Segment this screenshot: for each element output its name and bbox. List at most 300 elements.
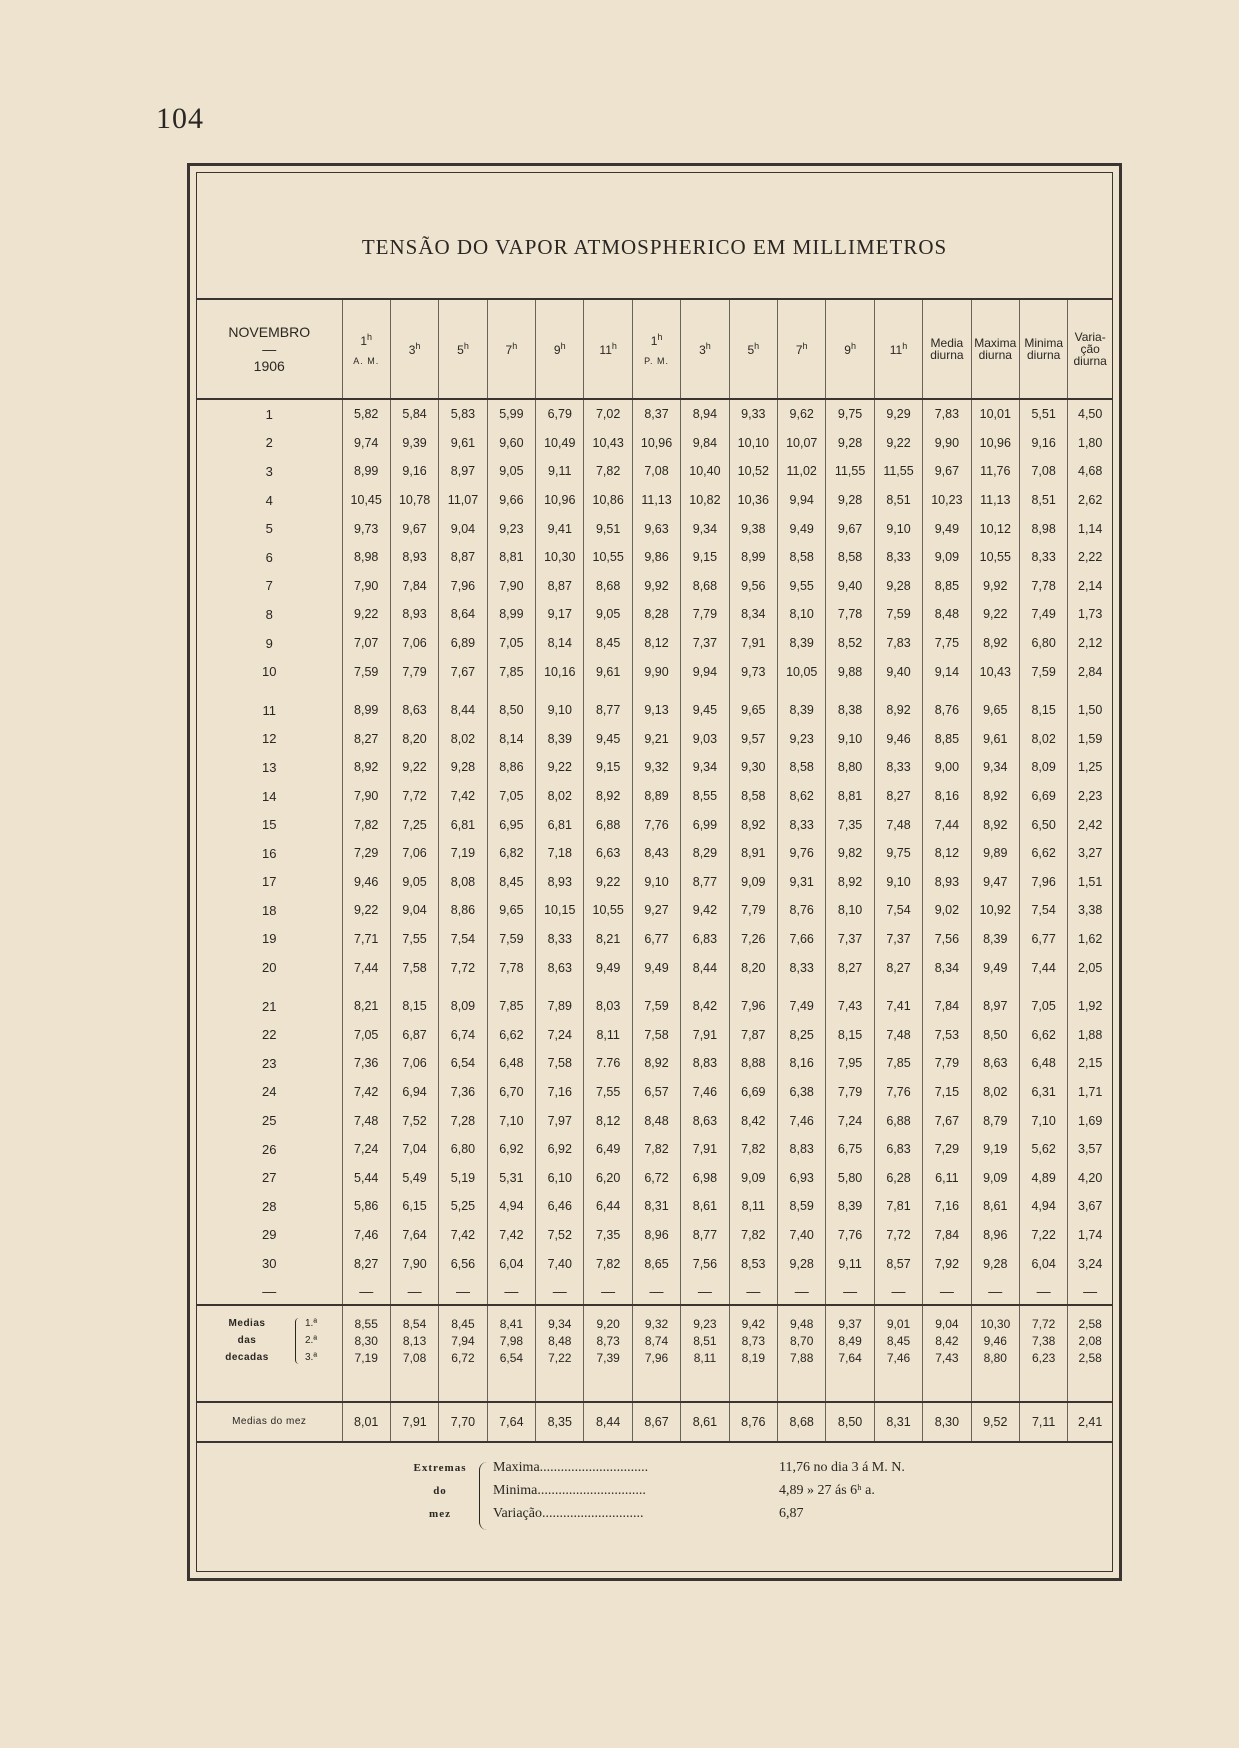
value-cell: 9,34 [681, 753, 729, 782]
gap-cell [536, 686, 584, 696]
value-cell: 8,64 [439, 600, 487, 629]
value-cell: 9,28 [971, 1249, 1019, 1278]
value-cell: 6,93 [778, 1163, 826, 1192]
value-cell: 8,92 [971, 810, 1019, 839]
table-row [197, 399, 1112, 429]
value-cell: 7,24 [826, 1106, 874, 1135]
hour-suffix: h [705, 341, 711, 351]
header-word: diurna [1073, 354, 1107, 368]
value-cell: 7,11 [1019, 1402, 1067, 1442]
value-cell: 8,16 [778, 1049, 826, 1078]
value-cell: 8,73 [729, 1333, 777, 1350]
decade-mean-label [197, 1333, 342, 1350]
value-cell: 9,11 [536, 457, 584, 486]
value-cell: 6,88 [584, 810, 632, 839]
table-row [197, 486, 1112, 515]
value-cell: 2,58 [1068, 1350, 1112, 1379]
value-cell: 9,56 [729, 572, 777, 601]
table-row [197, 1249, 1112, 1278]
dash-cell: — [826, 1278, 874, 1305]
hour-header [342, 300, 390, 399]
gap-cell [390, 982, 438, 992]
value-cell: 7,96 [632, 1350, 680, 1379]
day-cell: 19 [262, 931, 277, 947]
value-cell: 10,10 [729, 429, 777, 458]
value-cell: 6,88 [874, 1106, 922, 1135]
value-cell: 10,96 [971, 429, 1019, 458]
value-cell: 7,82 [632, 1135, 680, 1164]
dash-cell: — [971, 1278, 1019, 1305]
value-cell: 8,68 [778, 1402, 826, 1442]
value-cell: 8,76 [729, 1402, 777, 1442]
value-cell: 10,43 [584, 429, 632, 458]
value-cell: 9,04 [390, 896, 438, 925]
table-frame [187, 163, 1122, 1581]
gap-cell [826, 1379, 874, 1402]
value-cell: 8,16 [923, 782, 971, 811]
value-cell: 7,39 [584, 1350, 632, 1379]
gap-cell [874, 982, 922, 992]
value-cell: 8,11 [584, 1020, 632, 1049]
value-cell: 7,24 [342, 1135, 390, 1164]
value-cell: 9,61 [971, 725, 1019, 754]
day-cell: 17 [262, 874, 277, 890]
value-cell: 5,99 [487, 399, 535, 429]
value-cell: 8,35 [536, 1402, 584, 1442]
value-cell: 8,86 [487, 753, 535, 782]
value-cell: 3,27 [1068, 839, 1112, 868]
value-cell: 9,01 [874, 1305, 922, 1333]
value-cell: 7,82 [729, 1221, 777, 1250]
value-cell: 9,66 [487, 486, 535, 515]
value-cell: 7,52 [536, 1221, 584, 1250]
value-cell: 7,05 [342, 1020, 390, 1049]
value-cell: 9,52 [971, 1402, 1019, 1442]
table-row [197, 1163, 1112, 1192]
value-cell: 8,93 [390, 600, 438, 629]
value-cell: 9,90 [632, 657, 680, 686]
value-cell: 10,55 [584, 896, 632, 925]
gap-cell [342, 686, 390, 696]
gap-cell [342, 982, 390, 992]
value-cell: 9,22 [536, 753, 584, 782]
hour-header [826, 300, 874, 399]
value-cell: 9,90 [923, 429, 971, 458]
header-word: Varia- [1074, 330, 1106, 344]
month-mean-label: Medias do mez [197, 1402, 342, 1442]
value-cell: 5,62 [1019, 1135, 1067, 1164]
value-cell: 7,49 [1019, 600, 1067, 629]
value-cell: 7,78 [826, 600, 874, 629]
extremas-value-variacao: 6,87 [779, 1506, 804, 1521]
value-cell: 9,41 [536, 514, 584, 543]
gap-cell [1019, 1379, 1067, 1402]
gap-cell [390, 1379, 438, 1402]
decade-label-text: decadas [225, 1352, 269, 1364]
value-cell: 1,80 [1068, 429, 1112, 458]
value-cell: 10,16 [536, 657, 584, 686]
value-cell: 8,92 [826, 868, 874, 897]
extremas-label-mez: mez [429, 1508, 451, 1520]
value-cell: 7,22 [1019, 1221, 1067, 1250]
value-cell: 7,92 [923, 1249, 971, 1278]
decade-mean-label [197, 1350, 342, 1379]
day-cell: 24 [262, 1084, 277, 1100]
value-cell: 8,59 [778, 1192, 826, 1221]
hour-label: 3 [699, 343, 706, 357]
value-cell: 9,09 [729, 1163, 777, 1192]
value-cell: 9,49 [971, 953, 1019, 982]
value-cell: 9,23 [487, 514, 535, 543]
value-cell: 8,29 [681, 839, 729, 868]
value-cell: 6,63 [584, 839, 632, 868]
hour-label: 11 [599, 343, 612, 357]
value-cell: 7,96 [729, 992, 777, 1021]
value-cell: 7,79 [826, 1078, 874, 1107]
value-cell: 8,41 [487, 1305, 535, 1333]
value-cell: 7,43 [826, 992, 874, 1021]
value-cell: 10,40 [681, 457, 729, 486]
value-cell: 8,48 [536, 1333, 584, 1350]
value-cell: 7,44 [1019, 953, 1067, 982]
value-cell: 7,75 [923, 629, 971, 658]
value-cell: 6,10 [536, 1163, 584, 1192]
value-cell: 7,56 [923, 925, 971, 954]
vapor-pressure-table [197, 300, 1112, 1443]
value-cell: 9,22 [342, 600, 390, 629]
table-row [197, 457, 1112, 486]
value-cell: 9,82 [826, 839, 874, 868]
value-cell: 7,55 [390, 925, 438, 954]
year-label: 1906 [253, 357, 285, 374]
am-label: A. M. [353, 356, 380, 366]
value-cell: 8,39 [536, 725, 584, 754]
value-cell: 9,49 [778, 514, 826, 543]
value-cell: 9,51 [584, 514, 632, 543]
value-cell: 9,60 [487, 429, 535, 458]
decade-label-text: Medias [228, 1318, 266, 1330]
value-cell: 8,09 [439, 992, 487, 1021]
value-cell: 9,30 [729, 753, 777, 782]
value-cell: 1,92 [1068, 992, 1112, 1021]
value-cell: 9,48 [778, 1305, 826, 1333]
day-cell: 5 [265, 521, 273, 537]
value-cell: 7,76 [826, 1221, 874, 1250]
value-cell: 8,44 [681, 953, 729, 982]
value-cell: 7,82 [584, 1249, 632, 1278]
value-cell: 7,67 [923, 1106, 971, 1135]
value-cell: 7,58 [632, 1020, 680, 1049]
value-cell: 9,94 [681, 657, 729, 686]
value-cell: 7,82 [729, 1135, 777, 1164]
value-cell: 7,64 [826, 1350, 874, 1379]
value-cell: 9,49 [632, 953, 680, 982]
value-cell: 8,08 [439, 868, 487, 897]
table-row [197, 1135, 1112, 1164]
value-cell: 8,63 [536, 953, 584, 982]
value-cell: 8,51 [681, 1333, 729, 1350]
gap-cell [390, 686, 438, 696]
value-cell: 6,72 [439, 1350, 487, 1379]
decade-label-text: das [237, 1335, 257, 1347]
maxima-diurna-header [971, 300, 1019, 399]
gap-cell [342, 1379, 390, 1402]
value-cell: 6,81 [536, 810, 584, 839]
dash-cell: — [681, 1278, 729, 1305]
value-cell: 8,99 [342, 696, 390, 725]
hour-label: 9 [844, 343, 851, 357]
value-cell: 1,14 [1068, 514, 1112, 543]
value-cell: 8,85 [923, 725, 971, 754]
gap-cell [1019, 686, 1067, 696]
value-cell: 8,45 [487, 868, 535, 897]
value-cell: 8,58 [826, 543, 874, 572]
table-row [197, 629, 1112, 658]
day-cell: 13 [262, 759, 277, 775]
hour-suffix: h [560, 341, 566, 351]
value-cell: 7,59 [632, 992, 680, 1021]
value-cell: 8,37 [632, 399, 680, 429]
day-cell: 10 [262, 664, 277, 680]
gap-cell [826, 686, 874, 696]
value-cell: 5,83 [439, 399, 487, 429]
value-cell: 8,97 [971, 992, 1019, 1021]
value-cell: 7,78 [487, 953, 535, 982]
dash-cell: — [262, 1282, 277, 1299]
value-cell: 1,59 [1068, 725, 1112, 754]
value-cell: 8,03 [584, 992, 632, 1021]
extremas-label-do: do [433, 1485, 447, 1497]
value-cell: 8,77 [681, 868, 729, 897]
gap-cell [487, 1379, 535, 1402]
value-cell: 9,65 [487, 896, 535, 925]
value-cell: 7,70 [439, 1402, 487, 1442]
day-cell: 18 [262, 902, 277, 918]
value-cell: 8,57 [874, 1249, 922, 1278]
table-row [197, 1020, 1112, 1049]
value-cell: 9,23 [778, 725, 826, 754]
value-cell: 7,40 [778, 1221, 826, 1250]
value-cell: 8,58 [778, 543, 826, 572]
decade-mean-row [197, 1305, 1112, 1333]
hour-suffix: h [512, 341, 518, 351]
gap-cell [1019, 982, 1067, 992]
value-cell: 1,69 [1068, 1106, 1112, 1135]
value-cell: 5,51 [1019, 399, 1067, 429]
value-cell: 8,50 [826, 1402, 874, 1442]
value-cell: 8,27 [342, 1249, 390, 1278]
value-cell: 8,38 [826, 696, 874, 725]
value-cell: 7,85 [487, 657, 535, 686]
table-row [197, 1221, 1112, 1250]
value-cell: 9,22 [874, 429, 922, 458]
pm-label: P. M. [644, 356, 669, 366]
value-cell: 8,11 [729, 1192, 777, 1221]
dot-leader: ............................. [541, 1506, 644, 1521]
value-cell: 8,27 [874, 953, 922, 982]
value-cell: 5,44 [342, 1163, 390, 1192]
value-cell: 7,08 [390, 1350, 438, 1379]
value-cell: 11,13 [632, 486, 680, 515]
value-cell: 8,61 [681, 1192, 729, 1221]
value-cell: 8,62 [778, 782, 826, 811]
value-cell: 11,07 [439, 486, 487, 515]
hour-label: 7 [795, 343, 803, 357]
value-cell: 3,38 [1068, 896, 1112, 925]
hour-suffix: h [367, 332, 373, 342]
value-cell: 8,33 [874, 753, 922, 782]
hour-suffix: h [902, 341, 908, 351]
dash-cell: — [584, 1278, 632, 1305]
value-cell: 1,62 [1068, 925, 1112, 954]
value-cell: 8,54 [390, 1305, 438, 1333]
hour-label: 7 [505, 343, 513, 357]
variacao-diurna-header [1068, 300, 1112, 399]
value-cell: 7,72 [390, 782, 438, 811]
value-cell: 10,92 [971, 896, 1019, 925]
value-cell: 9,19 [971, 1135, 1019, 1164]
spacer-row [197, 1379, 1112, 1402]
hour-header [729, 300, 777, 399]
dash-cell: — [536, 1278, 584, 1305]
value-cell: 11,55 [826, 457, 874, 486]
value-cell: 8,81 [487, 543, 535, 572]
day-cell: 7 [265, 578, 273, 594]
value-cell: 8,12 [584, 1106, 632, 1135]
dash-cell: — [390, 1278, 438, 1305]
value-cell: 6,98 [681, 1163, 729, 1192]
value-cell: 9,31 [778, 868, 826, 897]
value-cell: 6,74 [439, 1020, 487, 1049]
decade-mean-label [197, 1305, 342, 1333]
gap-cell [1068, 1379, 1112, 1402]
value-cell: 7,91 [729, 629, 777, 658]
value-cell: 7,79 [923, 1049, 971, 1078]
value-cell: 7,48 [874, 1020, 922, 1049]
hour-suffix: h [754, 341, 760, 351]
value-cell: 5,84 [390, 399, 438, 429]
value-cell: 9,09 [971, 1163, 1019, 1192]
value-cell: 7,05 [487, 782, 535, 811]
value-cell: 8,21 [584, 925, 632, 954]
value-cell: 7,91 [681, 1020, 729, 1049]
value-cell: 8,92 [971, 629, 1019, 658]
value-cell: 5,31 [487, 1163, 535, 1192]
day-cell: 16 [262, 845, 277, 861]
month-dash: — [262, 340, 277, 357]
day-cell: 29 [262, 1227, 277, 1243]
hour-header [536, 300, 584, 399]
value-cell: 7,37 [826, 925, 874, 954]
day-cell: 12 [262, 731, 277, 747]
value-cell: 8,77 [584, 696, 632, 725]
value-cell: 6,28 [874, 1163, 922, 1192]
day-cell: 15 [262, 817, 277, 833]
value-cell: 2,12 [1068, 629, 1112, 658]
value-cell: 9,46 [342, 868, 390, 897]
value-cell: 4,20 [1068, 1163, 1112, 1192]
gap-cell [632, 1379, 680, 1402]
value-cell: 6,89 [439, 629, 487, 658]
table-body [197, 399, 1112, 1442]
dash-cell: — [487, 1278, 535, 1305]
value-cell: 9,10 [874, 868, 922, 897]
table-row [197, 1192, 1112, 1221]
dash-cell: — [1019, 1278, 1067, 1305]
gap-cell [439, 982, 487, 992]
value-cell: 6,54 [487, 1350, 535, 1379]
value-cell: 6,83 [681, 925, 729, 954]
gap-cell [874, 1379, 922, 1402]
value-cell: 7,95 [826, 1049, 874, 1078]
value-cell: 7,96 [439, 572, 487, 601]
value-cell: 6,11 [923, 1163, 971, 1192]
value-cell: 9,17 [536, 600, 584, 629]
value-cell: 7,06 [390, 1049, 438, 1078]
value-cell: 2,05 [1068, 953, 1112, 982]
value-cell: 7,81 [874, 1192, 922, 1221]
value-cell: 9,47 [971, 868, 1019, 897]
value-cell: 8,19 [729, 1350, 777, 1379]
value-cell: 7,05 [1019, 992, 1067, 1021]
value-cell: 8,58 [729, 782, 777, 811]
value-cell: 7,79 [681, 600, 729, 629]
value-cell: 7,05 [487, 629, 535, 658]
value-cell: 7,53 [923, 1020, 971, 1049]
value-cell: 7,10 [1019, 1106, 1067, 1135]
value-cell: 6,75 [826, 1135, 874, 1164]
value-cell: 6,95 [487, 810, 535, 839]
header-word: ção [1080, 342, 1100, 356]
value-cell: 9,28 [778, 1249, 826, 1278]
value-cell: 9,39 [390, 429, 438, 458]
value-cell: 4,89 [1019, 1163, 1067, 1192]
table-row [197, 600, 1112, 629]
value-cell: 7,59 [874, 600, 922, 629]
hour-label: 9 [553, 343, 561, 357]
value-cell: 7,43 [923, 1350, 971, 1379]
day-cell: 1 [265, 406, 273, 422]
dot-leader: ............................... [539, 1460, 649, 1475]
dot-leader: ............................... [537, 1483, 646, 1498]
value-cell: 6,62 [1019, 1020, 1067, 1049]
value-cell: 7,94 [439, 1333, 487, 1350]
value-cell: 8,31 [632, 1192, 680, 1221]
value-cell: 8,28 [632, 600, 680, 629]
month-header [197, 300, 342, 399]
value-cell: 7,06 [390, 839, 438, 868]
value-cell: 10,96 [536, 486, 584, 515]
value-cell: 7,85 [487, 992, 535, 1021]
gap-cell [681, 686, 729, 696]
value-cell: 7,83 [874, 629, 922, 658]
value-cell: 6,57 [632, 1078, 680, 1107]
value-cell: 8,70 [778, 1333, 826, 1350]
extremas-name: Variação [493, 1506, 542, 1521]
value-cell: 8,33 [778, 953, 826, 982]
value-cell: 1,50 [1068, 696, 1112, 725]
value-cell: 7,37 [681, 629, 729, 658]
value-cell: 9,04 [923, 1305, 971, 1333]
table-row [197, 657, 1112, 686]
value-cell: 6,99 [681, 810, 729, 839]
value-cell: 6,54 [439, 1049, 487, 1078]
value-cell: 9,20 [584, 1305, 632, 1333]
value-cell: 9,86 [632, 543, 680, 572]
value-cell: 10,78 [390, 486, 438, 515]
value-cell: 7,42 [487, 1221, 535, 1250]
value-cell: 8,68 [584, 572, 632, 601]
